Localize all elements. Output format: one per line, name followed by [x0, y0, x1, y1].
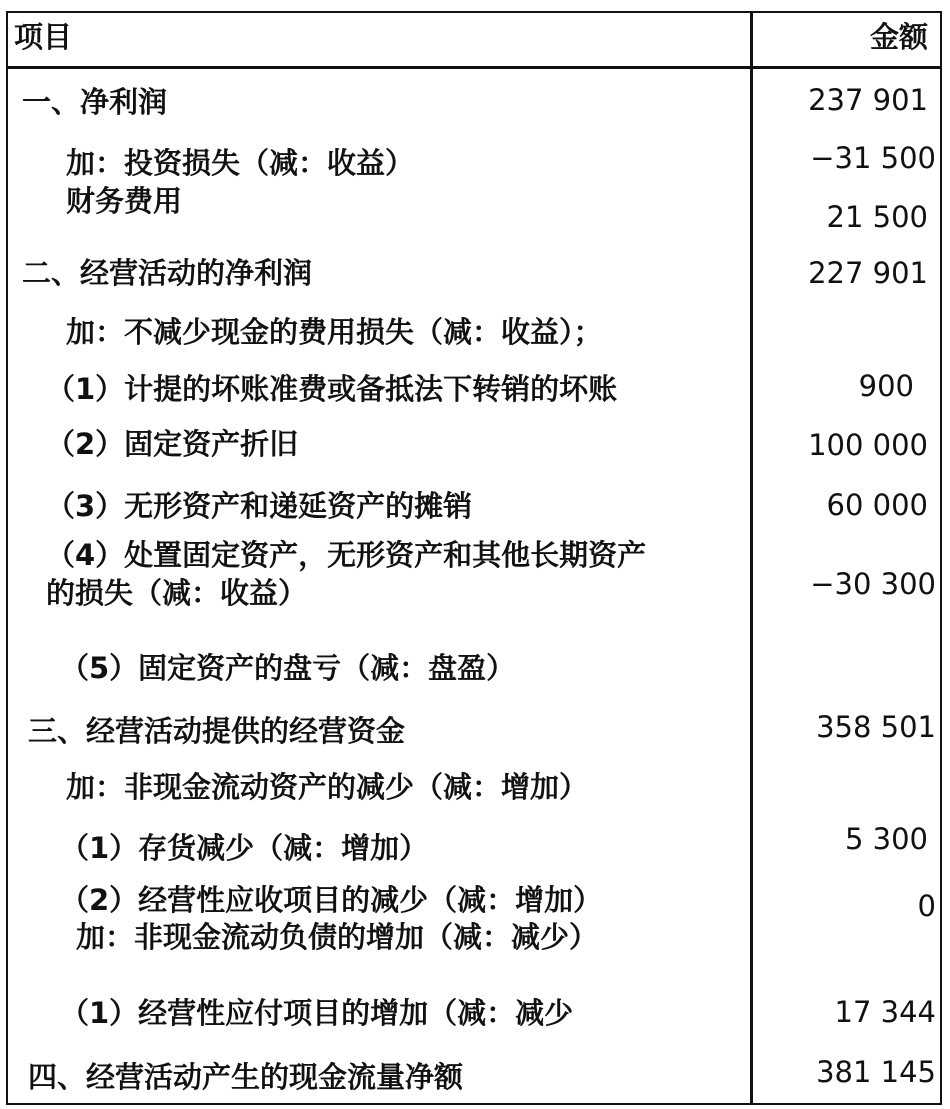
row-item: （1）存货减少（减：增加）: [60, 831, 429, 865]
header-amount: 金额: [869, 20, 928, 54]
row-amount: 60 000: [826, 488, 928, 522]
row-amount: 237 901: [808, 83, 928, 117]
row-item: 加：投资损失（减：收益）: [66, 146, 415, 180]
row-amount: 21 500: [826, 200, 928, 234]
row-item: （1）计提的坏账准费或备抵法下转销的坏账: [46, 372, 618, 406]
column-divider: [750, 11, 753, 1105]
row-item: 加：非现金流动负债的增加（减：减少）: [76, 920, 599, 954]
row-item: （2）经营性应收项目的减少（减：增加）: [60, 883, 603, 917]
header-divider: [6, 66, 942, 69]
row-amount: −30 300: [810, 567, 936, 601]
row-amount: −31 500: [810, 141, 936, 175]
header-item: 项目: [14, 20, 73, 54]
row-item: （5）固定资产的盘亏（减：盘盈）: [60, 651, 516, 685]
row-amount: 0: [917, 889, 936, 923]
row-amount: 227 901: [808, 256, 928, 290]
row-amount: 358 501: [816, 710, 936, 744]
row-amount: 5 300: [844, 822, 928, 856]
row-item: 三、经营活动提供的经营资金: [28, 714, 406, 748]
row-amount: 100 000: [808, 428, 928, 462]
row-item: 加：非现金流动资产的减少（减：增加）: [66, 770, 589, 804]
row-item: （1）经营性应付项目的增加（减：减少: [60, 996, 574, 1030]
row-item: 一、净利润: [22, 85, 168, 119]
row-item: （3）无形资产和递延资产的摊销: [46, 489, 473, 523]
row-item: 加：不减少现金的费用损失（减：收益）；: [66, 315, 603, 349]
row-item: （2）固定资产折旧: [46, 427, 299, 461]
row-amount: 381 145: [816, 1055, 936, 1089]
row-item: 财务费用: [66, 184, 183, 218]
row-item: 二、经营活动的净利润: [22, 256, 313, 290]
row-amount: 17 344: [834, 995, 936, 1029]
row-item: 的损失（减：收益）: [46, 576, 308, 610]
row-amount: 900: [858, 369, 914, 403]
row-item: （4）处置固定资产，无形资产和其他长期资产: [46, 538, 647, 572]
row-item: 四、经营活动产生的现金流量净额: [28, 1060, 464, 1094]
